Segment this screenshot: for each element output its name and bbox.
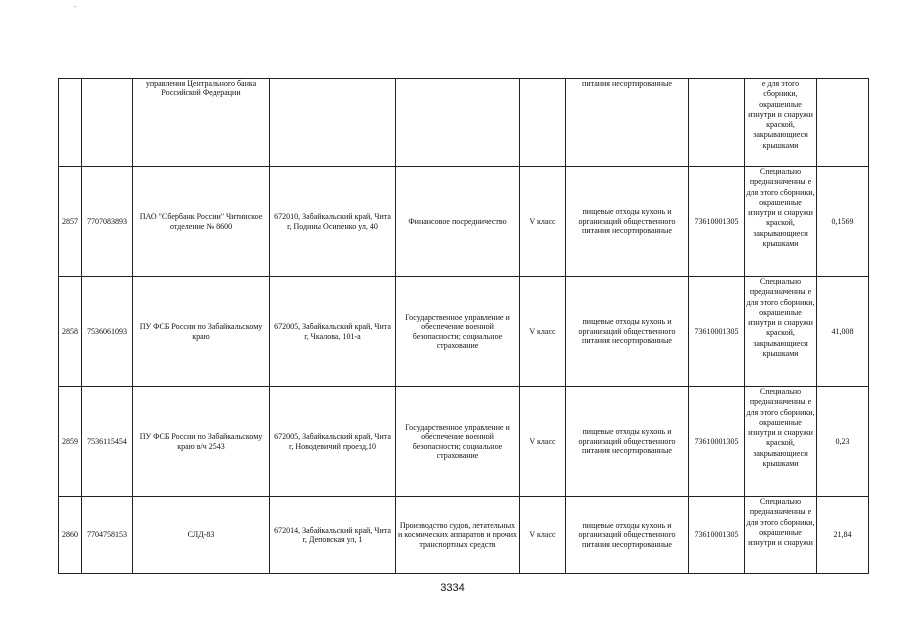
cell-org-name: ПАО "Сбербанк России" Читинское отделение № 8600: [133, 167, 270, 277]
cell-inn: [82, 79, 133, 167]
cell-fkko-code: [689, 79, 745, 167]
cell-hazard-class: V класс: [520, 387, 566, 497]
cell-container: е для этого сборники, окрашенные изнутри и снаружи краской, закрывающиеся крышками: [745, 79, 817, 167]
cell-waste-name: пищевые отходы кухонь и организаций общественного питания несортированные: [566, 387, 689, 497]
cell-num: 2859: [59, 387, 82, 497]
cell-container: Специально предназначенны е для этого сборники, окрашенные изнутри и снаружи краской, закрывающиеся крышками: [745, 167, 817, 277]
cell-volume: 41,008: [817, 277, 869, 387]
cell-activity: Финансовое посредничество: [396, 167, 520, 277]
cell-hazard-class: V класс: [520, 497, 566, 574]
registry-table: [58, 78, 869, 574]
cell-inn: 7704758153: [82, 497, 133, 574]
cell-container: Специально предназначенны е для этого сборники, окрашенные изнутри и снаружи: [745, 497, 817, 574]
cell-inn: 7536061093: [82, 277, 133, 387]
cell-hazard-class: V класс: [520, 277, 566, 387]
cell-num: [59, 79, 82, 167]
cell-org-name: СЛД-83: [133, 497, 270, 574]
cell-container: Специально предназначенны е для этого сборники, окрашенные изнутри и снаружи краской, закрывающиеся крышками: [745, 277, 817, 387]
cell-inn: 7536115454: [82, 387, 133, 497]
cell-fkko-code: 73610001305: [689, 497, 745, 574]
cell-container: Специально предназначенны е для этого сборники, окрашенные изнутри и снаружи краской, закрывающиеся крышками: [745, 387, 817, 497]
table-row-continuation: [59, 79, 869, 167]
cell-num: 2858: [59, 277, 82, 387]
cell-fkko-code: 73610001305: [689, 277, 745, 387]
cell-address: 672005, Забайкальский край, Чита г, Новодевичий проезд,10: [270, 387, 396, 497]
cell-fkko-code: 73610001305: [689, 387, 745, 497]
cell-waste-name: питания несортированные: [566, 79, 689, 167]
cell-org-name: ПУ ФСБ России по Забайкальскому краю: [133, 277, 270, 387]
cell-volume: [817, 79, 869, 167]
cell-waste-name: пищевые отходы кухонь и организаций общественного питания несортированные: [566, 497, 689, 574]
cell-waste-name: пищевые отходы кухонь и организаций общественного питания несортированные: [566, 277, 689, 387]
cell-inn: 7707083893: [82, 167, 133, 277]
page-number: 3334: [440, 582, 465, 594]
cell-num: 2857: [59, 167, 82, 277]
cell-volume: 0,1569: [817, 167, 869, 277]
cell-address: 672005, Забайкальский край, Чита г, Чкалова, 101-а: [270, 277, 396, 387]
table-row: [59, 167, 869, 277]
cell-activity: Производство судов, летательных и космических аппаратов и прочих транспортных средств: [396, 497, 520, 574]
table-row: [59, 277, 869, 387]
table-row: [59, 497, 869, 574]
cell-org-name: ПУ ФСБ России по Забайкальскому краю в/ч 2543: [133, 387, 270, 497]
cell-org-name: управления Центрального банка Российской Федерации: [133, 79, 270, 167]
scan-mark: [74, 6, 76, 7]
cell-activity: Государственное управление и обеспечение военной безопасности; социальное страхование: [396, 277, 520, 387]
cell-num: 2860: [59, 497, 82, 574]
cell-volume: 0,23: [817, 387, 869, 497]
cell-activity: [396, 79, 520, 167]
cell-activity: Государственное управление и обеспечение военной безопасности; социальное страхование: [396, 387, 520, 497]
cell-fkko-code: 73610001305: [689, 167, 745, 277]
cell-volume: 21,84: [817, 497, 869, 574]
cell-address: 672010, Забайкальский край, Чита г, Подины Осипенко ул, 40: [270, 167, 396, 277]
cell-address: 672014, Забайкальский край, Чита г, Деповская ул, 1: [270, 497, 396, 574]
cell-waste-name: пищевые отходы кухонь и организаций общественного питания несортированные: [566, 167, 689, 277]
cell-address: [270, 79, 396, 167]
table-row: [59, 387, 869, 497]
cell-hazard-class: [520, 79, 566, 167]
cell-hazard-class: V класс: [520, 167, 566, 277]
